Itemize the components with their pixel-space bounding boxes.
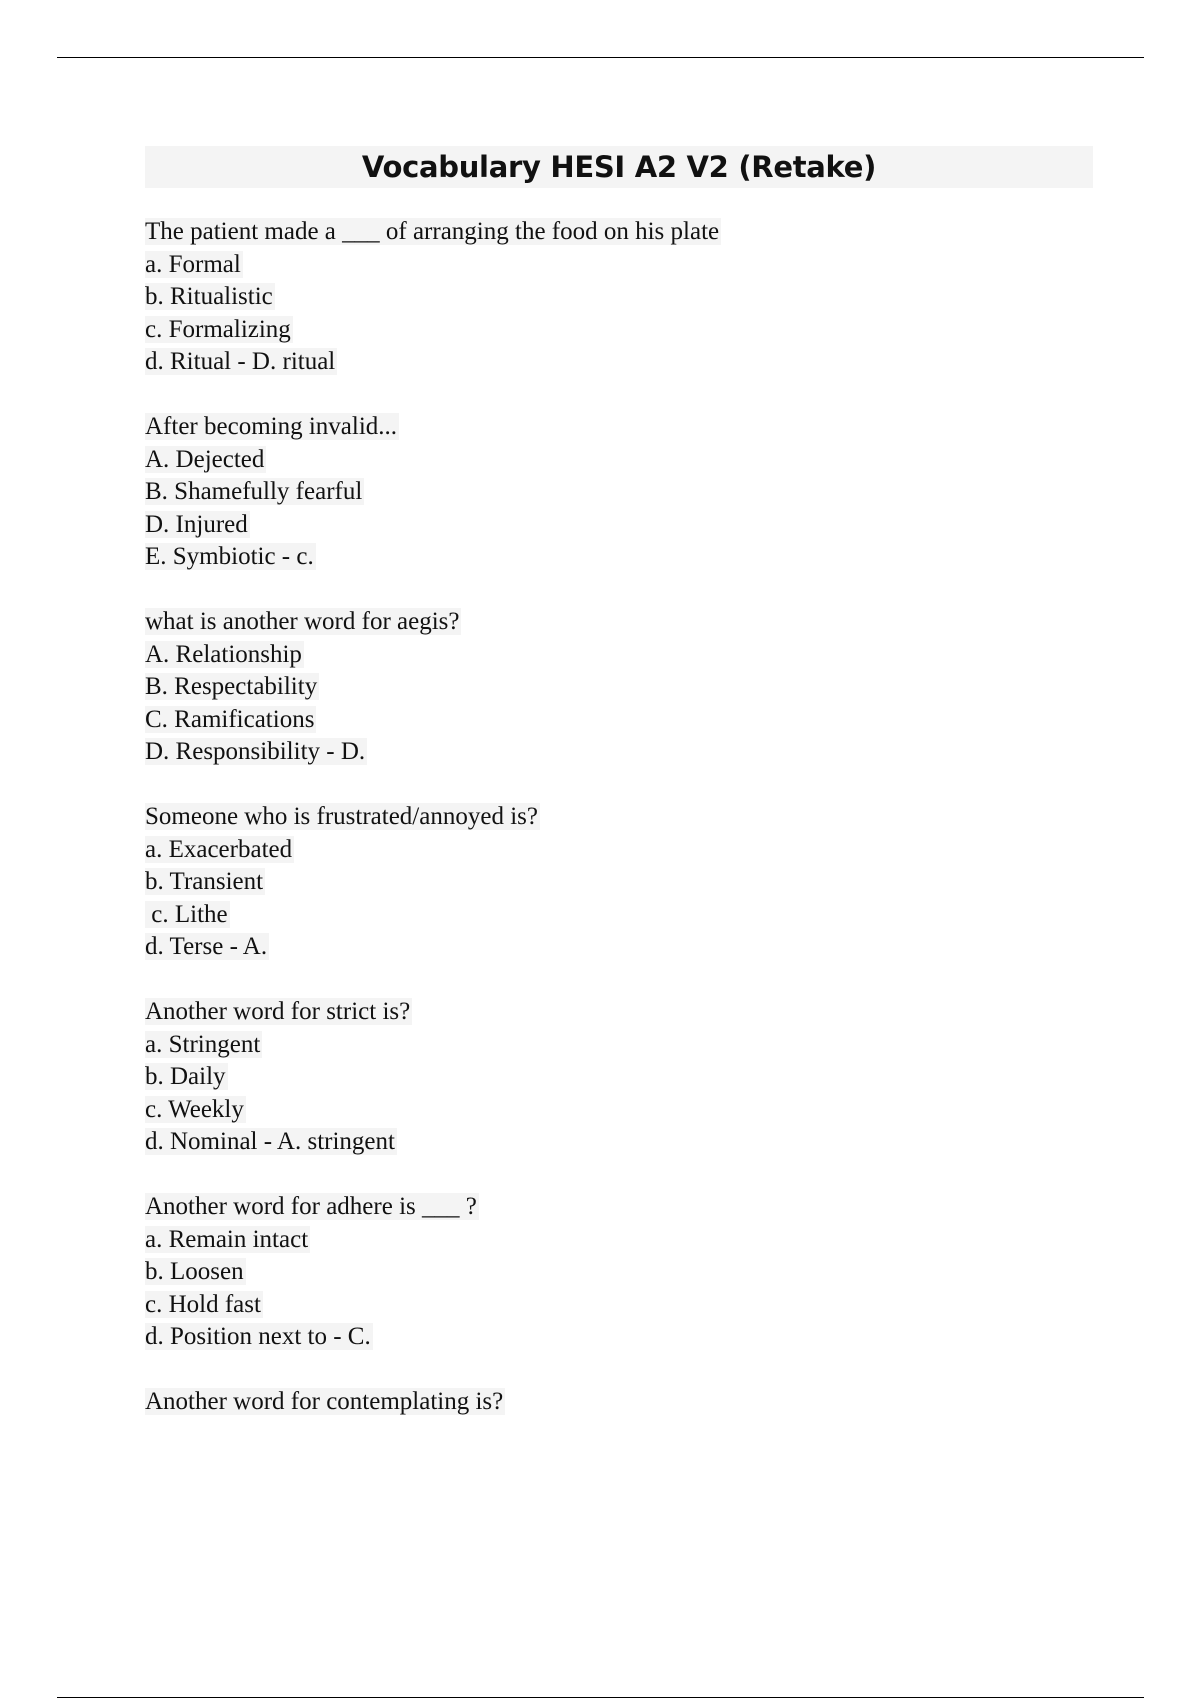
option-text: D. Injured [145, 510, 248, 538]
option-text: B. Respectability [145, 673, 318, 700]
answer-option [145, 834, 1093, 867]
question-prompt [145, 801, 1093, 834]
answer-option [145, 1126, 1093, 1159]
question-prompt [145, 216, 1093, 249]
answer-option [145, 1321, 1093, 1354]
answer-option [145, 931, 1093, 964]
option-text: c. Weekly [145, 1095, 244, 1123]
question-5 [145, 996, 1093, 1159]
option-text: c. Hold fast [145, 1290, 261, 1318]
option-text: A. Dejected [145, 445, 265, 473]
question-prompt [145, 996, 1093, 1029]
answer-option [145, 899, 1093, 932]
answer-option [145, 444, 1093, 477]
answer-option [145, 671, 1093, 704]
option-text: b. Transient [145, 868, 264, 895]
answer-option [145, 1061, 1093, 1094]
answer-option [145, 704, 1093, 737]
prompt-text: what is another word for aegis? [145, 608, 460, 635]
option-text: A. Relationship [145, 640, 302, 668]
answer-option [145, 1224, 1093, 1257]
option-text: E. Symbiotic - c. [145, 543, 314, 570]
option-text: a. Exacerbated [145, 835, 293, 863]
answer-option [145, 1094, 1093, 1127]
prompt-text: The patient made a ___ of arranging the food on his plate [145, 218, 720, 245]
document-title: Vocabulary HESI A2 V2 (Retake) [361, 150, 877, 184]
answer-option [145, 1029, 1093, 1062]
option-text: a. Stringent [145, 1030, 261, 1058]
answer-option [145, 866, 1093, 899]
prompt-text: Someone who is frustrated/annoyed is? [145, 803, 538, 830]
answer-option [145, 346, 1093, 379]
header-rule [57, 57, 1144, 58]
answer-option [145, 736, 1093, 769]
prompt-text: Another word for contemplating is? [145, 1388, 504, 1415]
prompt-text: Another word for adhere is ___ ? [145, 1193, 477, 1220]
option-text: c. Lithe [145, 900, 228, 928]
option-text: b. Daily [145, 1063, 226, 1090]
option-text: a. Remain intact [145, 1225, 309, 1253]
answer-option [145, 281, 1093, 314]
option-text: B. Shamefully fearful [145, 478, 363, 505]
option-text: b. Ritualistic [145, 283, 273, 310]
question-prompt [145, 1386, 1093, 1419]
prompt-text: Another word for strict is? [145, 998, 411, 1025]
answer-option [145, 249, 1093, 282]
option-text: D. Responsibility - D. [145, 738, 366, 765]
option-text: d. Ritual - D. ritual [145, 348, 336, 375]
answer-option [145, 509, 1093, 542]
question-3 [145, 606, 1093, 769]
option-text: a. Formal [145, 250, 241, 278]
question-1 [145, 216, 1093, 379]
footer-rule [57, 1697, 1144, 1698]
option-text: c. Formalizing [145, 315, 291, 343]
question-7 [145, 1386, 1093, 1419]
answer-option [145, 1256, 1093, 1289]
option-text: b. Loosen [145, 1258, 244, 1285]
question-prompt [145, 606, 1093, 639]
answer-option [145, 1289, 1093, 1322]
option-text: C. Ramifications [145, 705, 315, 733]
answer-option [145, 639, 1093, 672]
question-6 [145, 1191, 1093, 1354]
prompt-text: After becoming invalid... [145, 413, 398, 440]
question-2 [145, 411, 1093, 574]
option-text: d. Nominal - A. stringent [145, 1128, 395, 1155]
question-4 [145, 801, 1093, 964]
answer-option [145, 314, 1093, 347]
question-prompt [145, 1191, 1093, 1224]
answer-option [145, 541, 1093, 574]
option-text: d. Position next to - C. [145, 1323, 371, 1350]
title-band [145, 146, 1093, 188]
question-prompt [145, 411, 1093, 444]
answer-option [145, 476, 1093, 509]
option-text: d. Terse - A. [145, 933, 268, 960]
document-body [145, 146, 1093, 1451]
